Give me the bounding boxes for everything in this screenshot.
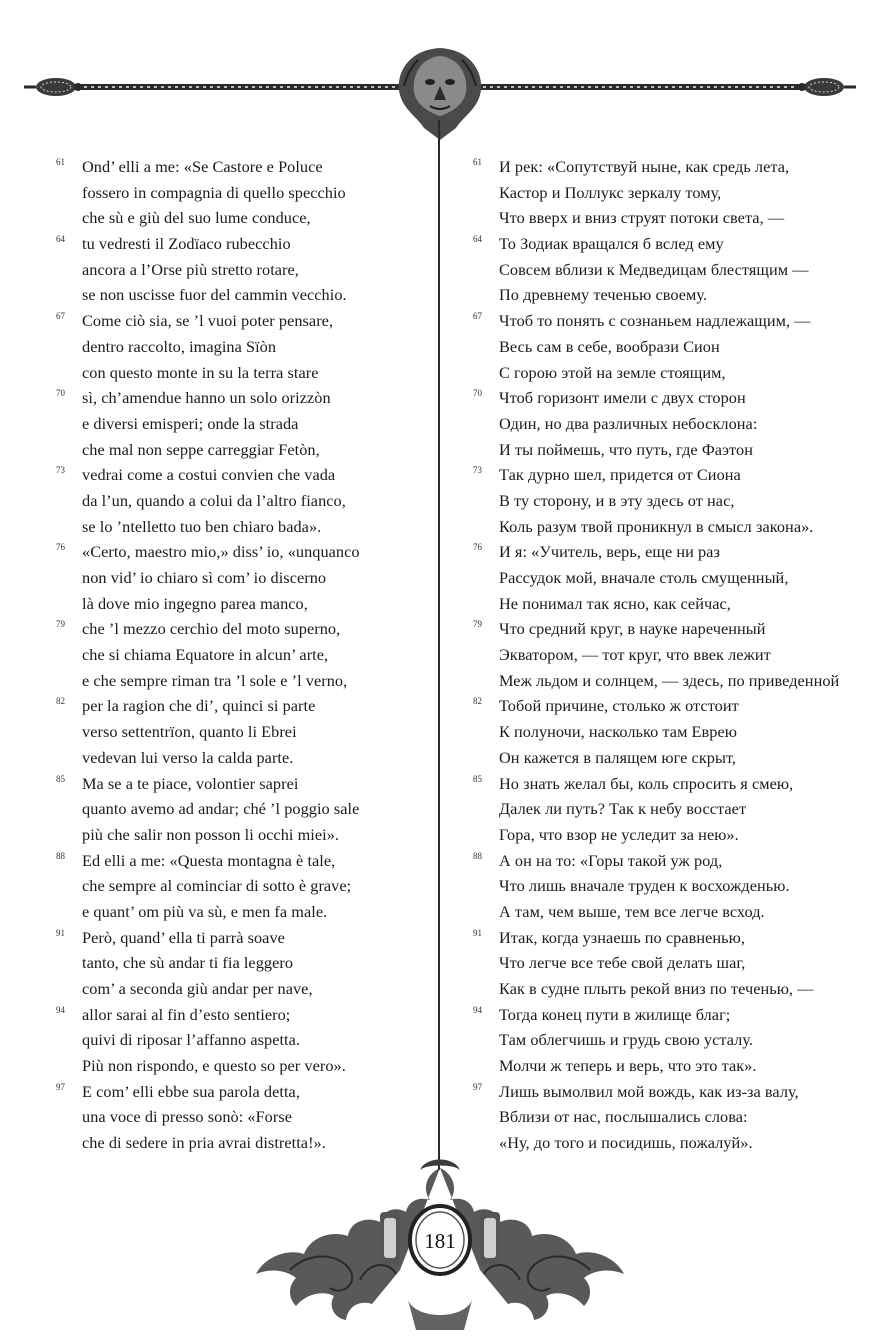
tercet bbox=[473, 1002, 865, 1079]
page-number: 181 bbox=[424, 1229, 456, 1253]
verse-line: Ed elli a me: «Questa montagna è tale, bbox=[82, 850, 336, 870]
lion-mask-icon bbox=[399, 48, 481, 140]
verse-line: Тогда конец пути в жилище благ; bbox=[499, 1004, 731, 1024]
verse-line: da l’un, quando a colui da l’altro fianco, bbox=[82, 490, 346, 510]
verse-number: 91 bbox=[56, 927, 65, 938]
verse-line: С горою этой на земле стоящим, bbox=[499, 362, 726, 382]
verse-line: Тобой причине, столько ж отстоит bbox=[499, 696, 739, 716]
verse-line: vedevan lui verso la calda parte. bbox=[82, 747, 294, 767]
tercet bbox=[56, 771, 424, 848]
verse-number: 97 bbox=[473, 1081, 482, 1092]
tercet bbox=[56, 308, 424, 385]
verse-line: А там, чем выше, тем все легче всход. bbox=[499, 901, 765, 921]
tercet bbox=[56, 385, 424, 462]
verse-line: quanto avemo ad andar; ché ’l poggio sale bbox=[82, 799, 360, 819]
verse-line: verso settentrïon, quanto li Ebrei bbox=[82, 722, 297, 742]
top-ornament bbox=[0, 0, 880, 160]
verse-number: 94 bbox=[473, 1004, 482, 1015]
verse-number: 85 bbox=[473, 773, 482, 784]
verse-line: Экватором, — тот круг, что ввек лежит bbox=[499, 645, 771, 665]
tercet bbox=[473, 154, 865, 231]
tercet bbox=[56, 616, 424, 693]
verse-line: che sempre al cominciar di sotto è grave; bbox=[82, 876, 352, 896]
verse-line: Молчи ж теперь и верь, что это так». bbox=[499, 1056, 757, 1076]
verse-line: ancora a l’Orse più stretto rotare, bbox=[82, 259, 299, 279]
tercet bbox=[473, 693, 865, 770]
tercet bbox=[473, 462, 865, 539]
verse-line: И ты поймешь, что путь, где Фаэтон bbox=[499, 439, 753, 459]
verse-line: Не понимал так ясно, как сейчас, bbox=[499, 593, 731, 613]
verse-line: una voce di presso sonò: «Forse bbox=[82, 1107, 293, 1127]
verse-number: 94 bbox=[56, 1004, 65, 1015]
verse-line: Гора, что взор не уследит за нею». bbox=[499, 824, 739, 844]
verse-line: А он на то: «Горы такой уж род, bbox=[499, 850, 723, 870]
verse-line: Come ciò sia, se ’l vuoi poter pensare, bbox=[82, 311, 334, 331]
verse-line: tanto, che sù andar ti fia leggero bbox=[82, 953, 294, 973]
verse-number: 64 bbox=[473, 234, 482, 245]
tercet bbox=[473, 308, 865, 385]
right-finial-icon bbox=[798, 78, 856, 96]
verse-number: 61 bbox=[473, 157, 482, 167]
verse-line: Ma se a te piace, volontier saprei bbox=[82, 773, 299, 793]
tercet bbox=[473, 539, 865, 616]
tercet bbox=[473, 231, 865, 308]
tercet bbox=[56, 693, 424, 770]
verse-line: Чтоб то понять с сознаньем надлежащим, — bbox=[499, 311, 811, 331]
tercet bbox=[56, 154, 424, 231]
left-finial-icon bbox=[24, 78, 82, 96]
verse-number: 82 bbox=[473, 696, 482, 707]
verse-line: là dove mio ingegno parea manco, bbox=[82, 593, 308, 613]
verse-line: se non uscisse fuor del cammin vecchio. bbox=[82, 285, 347, 305]
verse-number: 79 bbox=[473, 619, 482, 630]
verse-number: 85 bbox=[56, 773, 65, 784]
verse-line: tu vedresti il Zodïaco rubecchio bbox=[82, 234, 291, 254]
tercet bbox=[473, 925, 865, 1002]
tercet bbox=[56, 231, 424, 308]
verse-line: Più non rispondo, e questo so per vero». bbox=[82, 1056, 346, 1076]
verse-line: più che salir non posson li occhi miei». bbox=[82, 824, 340, 844]
verse-line: Рассудок мой, вначале столь смущенный, bbox=[499, 568, 789, 587]
verse-line: Меж льдом и солнцем, — здесь, по приведенной bbox=[499, 670, 840, 690]
tercet bbox=[56, 848, 424, 925]
verse-line: И я: «Учитель, верь, еще ни раз bbox=[499, 542, 720, 562]
tercet bbox=[473, 616, 865, 693]
verse-line: quivi di riposar l’affanno aspetta. bbox=[82, 1030, 301, 1050]
verse-line: Però, quand’ ella ti parrà soave bbox=[82, 927, 285, 947]
verse-line: «Ну, до того и посидишь, пожалуй». bbox=[499, 1133, 753, 1153]
verse-line: «Certo, maestro mio,» diss’ io, «unquanco bbox=[82, 542, 360, 562]
verse-line: sì, ch’amendue hanno un solo orizzòn bbox=[82, 388, 331, 408]
tercet bbox=[473, 848, 865, 925]
verse-number: 91 bbox=[473, 927, 482, 938]
verse-line: Что легче все тебе свой делать шаг, bbox=[499, 953, 746, 973]
verse-line: se lo ’ntelletto tuo ben chiaro bada». bbox=[82, 516, 322, 536]
verse-line: В ту сторону, и в эту здесь от нас, bbox=[499, 490, 735, 510]
verse-line: Но знать желал бы, коль спросить я смею, bbox=[499, 773, 794, 793]
verse-line: То Зодиак вращался б вслед ему bbox=[499, 234, 724, 254]
verse-line: E com’ elli ebbe sua parola detta, bbox=[82, 1081, 300, 1101]
verse-number: 73 bbox=[473, 465, 482, 476]
verse-number: 61 bbox=[56, 157, 65, 167]
verse-number: 97 bbox=[56, 1081, 65, 1092]
tercet bbox=[473, 771, 865, 848]
tercet bbox=[56, 1079, 424, 1156]
tercet bbox=[56, 462, 424, 539]
verse-line: Кастор и Поллукс зеркалу тому, bbox=[499, 182, 722, 202]
verse-line: allor sarai al fin d’esto sentiero; bbox=[82, 1004, 291, 1024]
verse-number: 70 bbox=[473, 388, 482, 399]
verse-line: По древнему теченью своему. bbox=[499, 285, 708, 305]
verse-number: 76 bbox=[473, 542, 482, 553]
verse-number: 67 bbox=[473, 311, 482, 322]
verse-line: Что средний круг, в науке нареченный bbox=[499, 619, 766, 639]
verse-line: Весь сам в себе, вообрази Сион bbox=[499, 336, 720, 356]
verse-line: К полуночи, насколько там Еврею bbox=[499, 722, 737, 742]
verse-line: non vid’ io chiaro sì com’ io discerno bbox=[82, 568, 327, 587]
verse-line: Ond’ elli a me: «Se Castore e Poluce bbox=[82, 157, 323, 176]
verse-line: Там облегчишь и грудь свою усталу. bbox=[499, 1030, 754, 1050]
verse-line: che mal non seppe carreggiar Fetòn, bbox=[82, 439, 320, 459]
verse-number: 88 bbox=[56, 850, 65, 861]
verse-number: 79 bbox=[56, 619, 65, 630]
verse-number: 73 bbox=[56, 465, 65, 476]
tercet bbox=[56, 1002, 424, 1079]
verse-line: Итак, когда узнаешь по сравненью, bbox=[499, 927, 745, 947]
verse-number: 88 bbox=[473, 850, 482, 861]
italian-column bbox=[56, 154, 424, 1156]
verse-line: Коль разум твой проникнул в смысл закона». bbox=[499, 516, 814, 536]
verse-line: Так дурно шел, придется от Сиона bbox=[499, 465, 741, 485]
verse-number: 67 bbox=[56, 311, 65, 322]
tercet bbox=[473, 1079, 865, 1156]
center-divider bbox=[438, 120, 440, 1170]
verse-line: che di sedere in pria avrai distretta!». bbox=[82, 1133, 326, 1153]
verse-number: 64 bbox=[56, 234, 65, 245]
verse-line: per la ragion che di’, quinci si parte bbox=[82, 696, 316, 716]
verse-line: Далек ли путь? Так к небу восстает bbox=[499, 799, 747, 819]
verse-line: e che sempre riman tra ’l sole e ’l verno, bbox=[82, 670, 348, 690]
verse-line: che si chiama Equatore in alcun’ arte, bbox=[82, 645, 329, 665]
verse-line: e diversi emisperi; onde la strada bbox=[82, 413, 299, 433]
verse-line: Чтоб горизонт имели с двух сторон bbox=[499, 388, 746, 408]
verse-line: che sù e giù del suo lume conduce, bbox=[82, 208, 311, 228]
verse-line: Как в судне плыть рекой вниз по теченью, — bbox=[499, 979, 814, 998]
tercet bbox=[473, 385, 865, 462]
verse-line: com’ a seconda giù andar per nave, bbox=[82, 979, 313, 998]
verse-number: 70 bbox=[56, 388, 65, 399]
verse-line: fossero in compagnia di quello specchio bbox=[82, 182, 346, 202]
verse-line: che ’l mezzo cerchio del moto superno, bbox=[82, 619, 341, 639]
verse-number: 76 bbox=[56, 542, 65, 553]
verse-line: Что вверх и вниз струят потоки света, — bbox=[499, 208, 785, 228]
verse-line: Он кажется в палящем юге скрыт, bbox=[499, 747, 737, 767]
verse-line: Вблизи от нас, послышались слова: bbox=[499, 1107, 748, 1127]
verse-line: con questo monte in su la terra stare bbox=[82, 362, 319, 382]
verse-line: Совсем вблизи к Медведицам блестящим — bbox=[499, 259, 809, 279]
verse-number: 82 bbox=[56, 696, 65, 707]
verse-line: Один, но два различных небосклона: bbox=[499, 413, 758, 433]
verse-line: dentro raccolto, imagina Sïòn bbox=[82, 336, 277, 356]
verse-line: И рек: «Сопутствуй ныне, как средь лета, bbox=[499, 157, 790, 176]
verse-line: e quant’ om più va sù, e men fa male. bbox=[82, 901, 328, 921]
tercet bbox=[56, 539, 424, 616]
russian-column bbox=[473, 154, 865, 1156]
verse-line: Что лишь вначале труден к восхожденью. bbox=[499, 876, 790, 896]
verse-line: Лишь вымолвил мой вождь, как из-за валу, bbox=[499, 1081, 799, 1101]
verse-line: vedrai come a costui convien che vada bbox=[82, 465, 336, 485]
tercet bbox=[56, 925, 424, 1002]
